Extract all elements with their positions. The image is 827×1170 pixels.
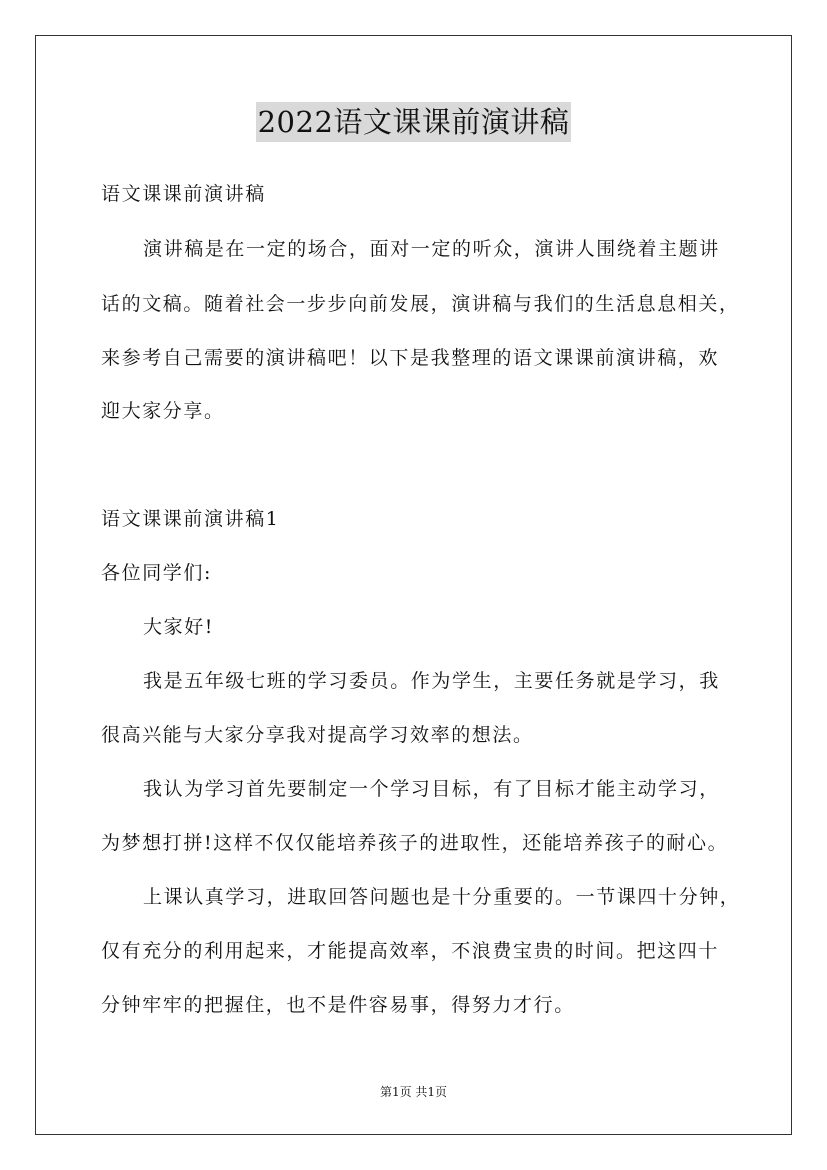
- section-title: 语文课课前演讲稿1: [101, 508, 280, 530]
- body-line: 为梦想打拼!这样不仅仅能培养孩子的进取性，还能培养孩子的耐心。: [101, 832, 729, 854]
- greeting: 大家好!: [143, 616, 215, 638]
- body-line: 分钟牢牢的把握住，也不是件容易事，得努力才行。: [101, 994, 575, 1016]
- document-title: 2022语文课课前演讲稿: [256, 102, 572, 142]
- salutation: 各位同学们:: [101, 562, 213, 584]
- body-line: 很高兴能与大家分享我对提高学习效率的想法。: [101, 724, 534, 746]
- intro-line: 话的文稿。随着社会一步步向前发展，演讲稿与我们的生活息息相关，: [101, 293, 740, 315]
- intro-line: 演讲稿是在一定的场合，面对一定的听众，演讲人围绕着主题讲: [143, 238, 720, 260]
- intro-line: 迎大家分享。: [101, 400, 225, 422]
- body-line: 上课认真学习，进取回答问题也是十分重要的。一节课四十分钟，: [143, 886, 741, 908]
- intro-line: 来参考自己需要的演讲稿吧！以下是我整理的语文课课前演讲稿，欢: [101, 347, 720, 369]
- title-container: [0, 102, 827, 142]
- subtitle: 语文课课前演讲稿: [101, 183, 266, 205]
- page-footer: 第1页 共1页: [379, 1085, 448, 1099]
- body-line: 我是五年级七班的学习委员。作为学生，主要任务就是学习，我: [143, 670, 720, 692]
- body-line: 我认为学习首先要制定一个学习目标，有了目标才能主动学习，: [143, 778, 720, 800]
- body-line: 仅有充分的利用起来，才能提高效率，不浪费宝贵的时间。把这四十: [101, 940, 720, 962]
